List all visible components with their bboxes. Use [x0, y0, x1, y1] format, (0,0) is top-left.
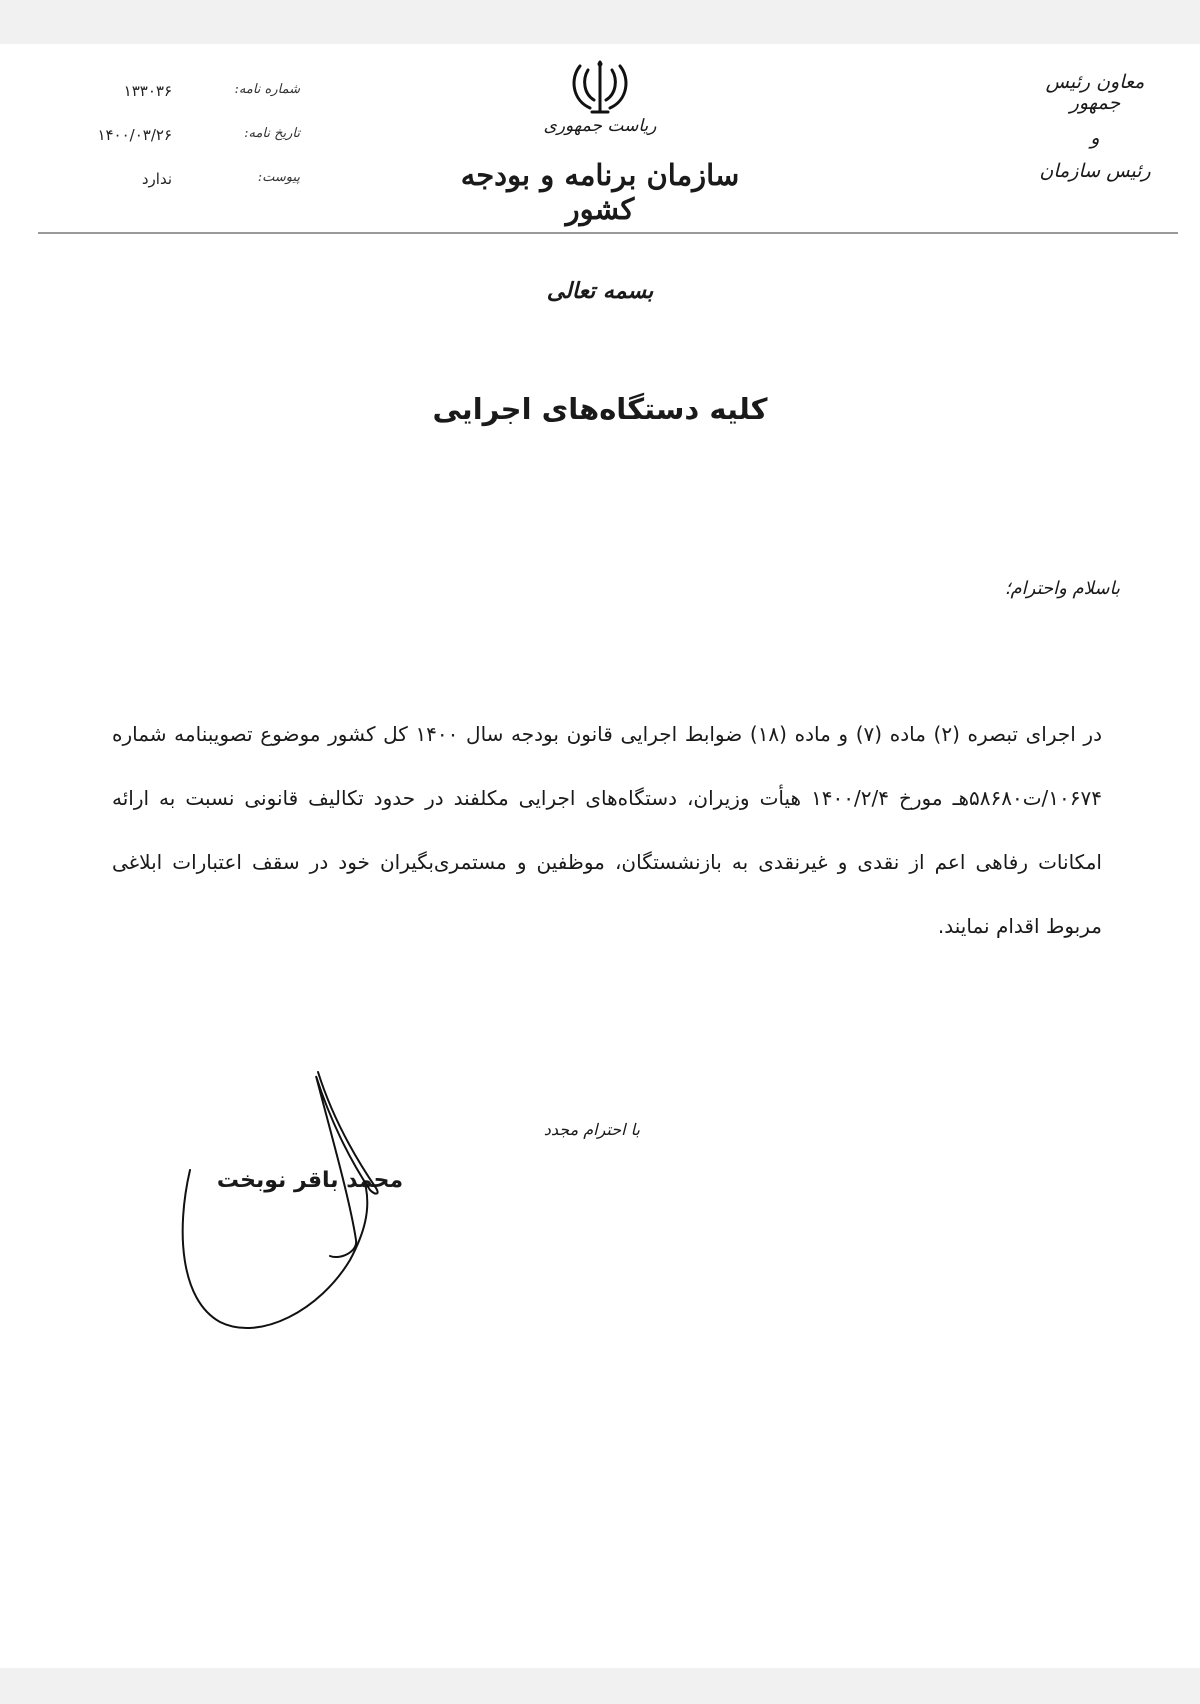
meta-row-number	[60, 82, 300, 126]
number-value: ۱۳۳۰۳۶	[123, 82, 172, 100]
attachment-value: ندارد	[141, 170, 172, 188]
closing: با احترام مجدد	[543, 1120, 640, 1139]
header-divider	[38, 232, 1178, 234]
meta-row-attachment	[60, 170, 300, 214]
date-value: ۱۴۰۰/۰۳/۲۶	[97, 126, 172, 144]
sender-title	[1030, 72, 1160, 182]
attachment-label: پیوست:	[257, 170, 300, 185]
meta-row-date	[60, 126, 300, 170]
iran-emblem-icon	[566, 56, 634, 116]
number-label: شماره نامه:	[234, 82, 300, 97]
sender-title-line1: معاون رئیس جمهور	[1045, 71, 1145, 114]
org-name: سازمان برنامه و بودجه کشور	[460, 158, 740, 226]
top-margin-band	[0, 0, 1200, 44]
signer-name: محمد باقر نوبخت	[216, 1168, 404, 1193]
sender-title-line2: و	[1090, 126, 1100, 149]
letter-meta	[60, 82, 300, 214]
salutation: باسلام واحترام؛	[1004, 578, 1120, 599]
date-label: تاریخ نامه:	[244, 126, 300, 141]
sender-title-line3: رئیس سازمان	[1039, 159, 1151, 182]
bottom-margin-band	[0, 1668, 1200, 1704]
org-subtitle: ریاست جمهوری	[543, 116, 657, 136]
invocation: بسمه تعالی	[546, 278, 654, 304]
addressee: کلیه دستگاه‌های اجرایی	[432, 392, 768, 426]
letter-body: در اجرای تبصره (۲) ماده (۷) و ماده (۱۸) ضوابط اجرایی قانون بودجه سال ۱۴۰۰ کل کشور موضوع تصویبنامه شماره ۱۰۶۷۴/ت۵۸۶۸۰هـ مورخ ۱۴۰۰/۲/۴ هیأت وزیران، دستگاه‌های اجرایی مکلفند در حدود تکالیف قانونی نسبت به ارائه امکانات رفاهی اعم از نقدی و غیرنقدی به بازنشستگان، موظفین و مستمری‌بگیران خود در سقف اعتبارات ابلاغی مربوط اقدام نمایند.	[112, 722, 1103, 938]
